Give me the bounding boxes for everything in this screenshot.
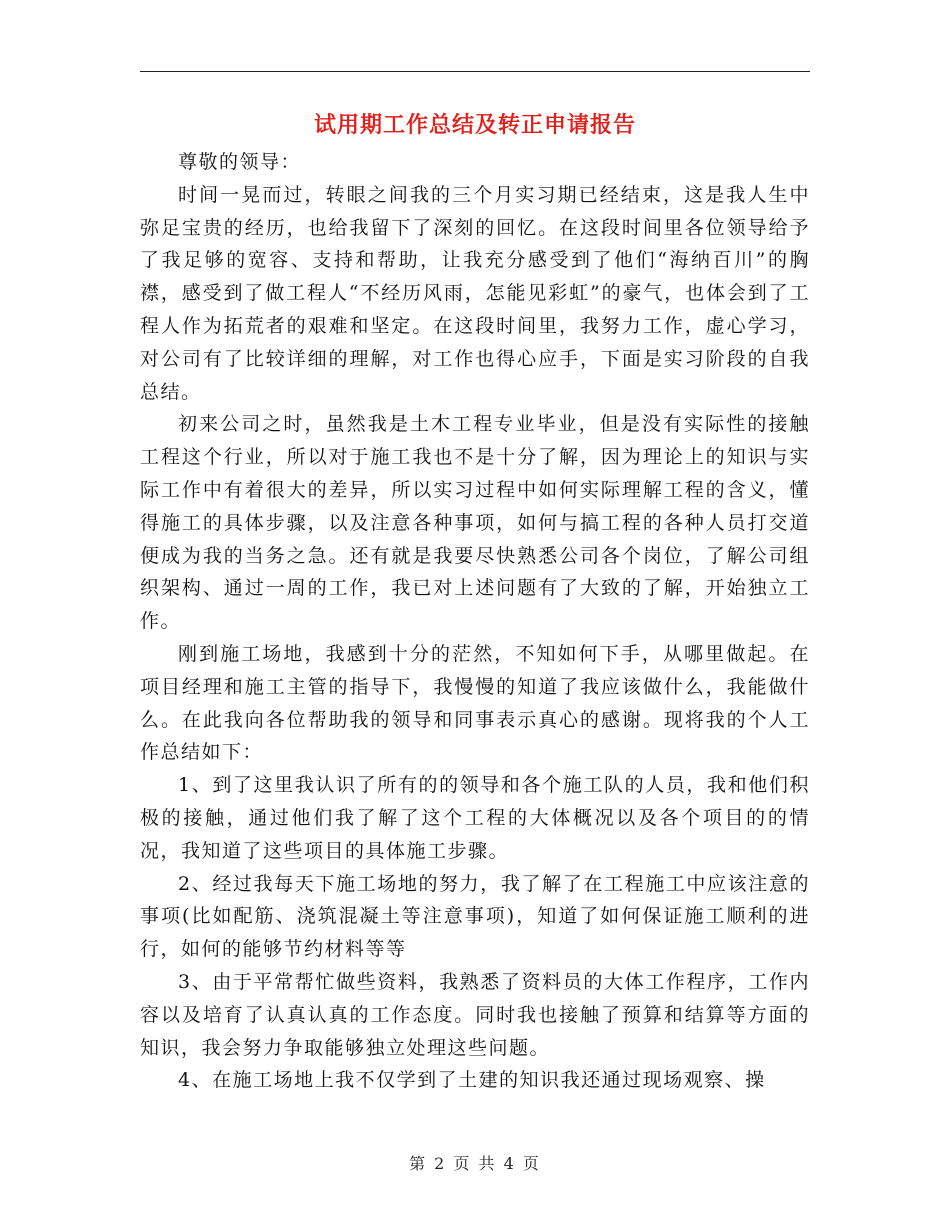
list-item-3: 3、由于平常帮忙做些资料，我熟悉了资料员的大体工作程序，工作内容以及培育了认真认真的工作态度。同时我也接触了预算和结算等方面的知识，我会努力争取能够独立处理这些问题。 xyxy=(140,970,810,1059)
list-item-4: 4、在施工场地上我不仅学到了土建的知识我还通过现场观察、操 xyxy=(178,1069,766,1092)
page-number-footer: 第 2 页 共 4 页 xyxy=(409,1154,541,1173)
header-rule xyxy=(140,71,810,72)
paragraph-2: 初来公司之时，虽然我是土木工程专业毕业，但是没有实际性的接触工程这个行业，所以对于施工我也不是十分了解，因为理论上的知识与实际工作中有着很大的差异，所以实习过程中如何实际理解工程的含义，懂得施工的具体步骤，以及注意各种事项，如何与搞工程的各种人员打交道便成为我的当务之急。还有就是我要尽快熟悉公司各个岗位，了解公司组织架构、通过一周的工作，我已对上述问题有了大致的了解，开始独立工作。 xyxy=(140,413,810,633)
list-item-2: 2、经过我每天下施工场地的努力，我了解了在工程施工中应该注意的事项(比如配筋、浇筑混凝土等注意事项)，知道了如何保证施工顺利的进行，如何的能够节约材料等等 xyxy=(140,872,810,961)
document-title: 试用期工作总结及转正申请报告 xyxy=(313,112,636,138)
salutation: 尊敬的领导： xyxy=(178,151,302,173)
document-body xyxy=(140,146,810,1097)
list-item-1: 1、到了这里我认识了所有的的领导和各个施工队的人员，我和他们积极的接触，通过他们我了解了这个工程的大体概况以及各个项目的的情况，我知道了这些项目的具体施工步骤。 xyxy=(140,774,810,862)
paragraph-3: 刚到施工场地，我感到十分的茫然，不知如何下手，从哪里做起。在项目经理和施工主管的指导下，我慢慢的知道了我应该做什么，我能做什么。在此我向各位帮助我的领导和同事表示真心的感谢。现将我的个人工作总结如下： xyxy=(140,642,810,764)
paragraph-1: 时间一晃而过，转眼之间我的三个月实习期已经结束，这是我人生中弥足宝贵的经历，也给我留下了深刻的回忆。在这段时间里各位领导给予了我足够的宽容、支持和帮助，让我充分感受到了他们“海纳百川”的胸襟，感受到了做工程人“不经历风雨，怎能见彩虹”的豪气，也体会到了工程人作为拓荒者的艰难和坚定。在这段时间里，我努力工作，虚心学习，对公司有了比较详细的理解，对工作也得心应手，下面是实习阶段的自我总结。 xyxy=(140,183,810,403)
